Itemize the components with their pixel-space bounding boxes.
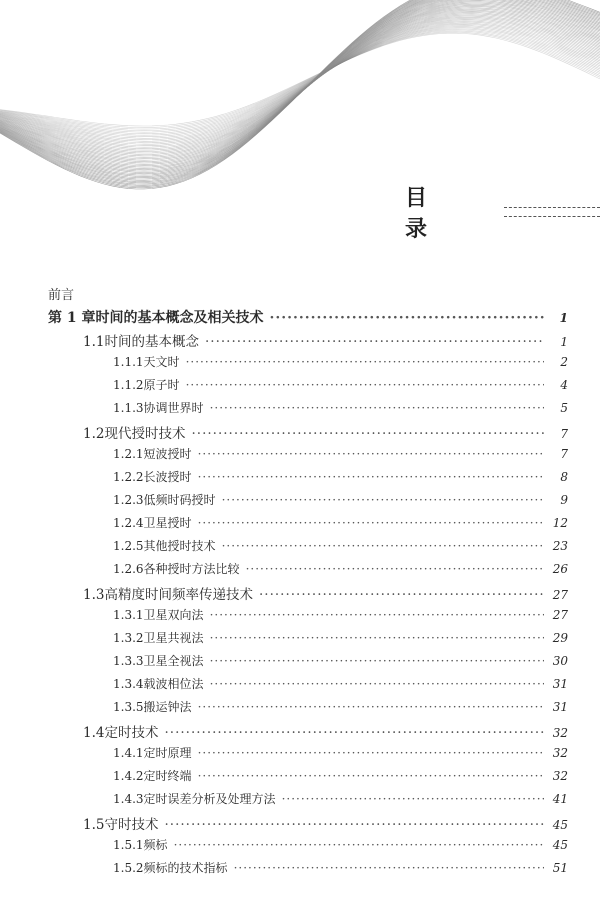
toc-entry-label: 短波授时 (143, 447, 192, 461)
toc-subsection[interactable] (48, 652, 568, 675)
toc-entry-number: 1.4.1 (113, 746, 144, 760)
toc-subsection[interactable] (48, 376, 568, 399)
toc-subsection[interactable] (48, 790, 568, 813)
toc-subsection[interactable] (48, 537, 568, 560)
toc-subsection[interactable] (48, 744, 568, 767)
toc-chapter-page: 1 (559, 311, 568, 325)
toc-entry-number: 1.2.2 (113, 470, 144, 484)
table-of-contents (48, 284, 568, 882)
leader-dots (198, 746, 544, 760)
toc-entry-page: 45 (552, 818, 568, 832)
leader-dots (259, 587, 544, 603)
leader-dots (191, 426, 544, 442)
toc-entry-page: 31 (552, 700, 568, 714)
toc-subsection[interactable] (48, 675, 568, 698)
leader-dots (222, 539, 544, 553)
leader-dots (210, 608, 544, 622)
toc-entry-label: 天文时 (143, 355, 180, 369)
toc-entry-page: 7 (560, 427, 568, 441)
toc-entry-label: 载波相位法 (143, 677, 204, 691)
toc-section[interactable] (48, 721, 568, 744)
toc-entry-label: 低频时码授时 (143, 493, 216, 507)
leader-dots (270, 310, 545, 326)
toc-subsection[interactable] (48, 767, 568, 790)
toc-entry-page: 30 (552, 654, 568, 668)
toc-entry-page: 32 (552, 746, 568, 760)
toc-subsection[interactable] (48, 698, 568, 721)
toc-entry-page: 1 (560, 335, 568, 349)
toc-entry-number: 1.1.2 (113, 378, 144, 392)
toc-section[interactable] (48, 422, 568, 445)
toc-entry-number: 1.5.1 (113, 838, 144, 852)
toc-entry-label: 定时原理 (143, 746, 192, 760)
toc-entry-label: 其他授时技术 (143, 539, 216, 553)
leader-dots (198, 769, 544, 783)
toc-entry-label: 频标的技术指标 (143, 861, 228, 875)
toc-entry-number: 1.1 (83, 334, 105, 350)
title-rule (504, 207, 600, 217)
toc-entry-page: 51 (552, 861, 568, 875)
leader-dots (186, 355, 544, 369)
toc-entry-page: 45 (552, 838, 568, 852)
toc-entry-number: 1.3 (83, 587, 105, 603)
toc-entry-number: 1.3.5 (113, 700, 144, 714)
toc-entry-label: 原子时 (143, 378, 180, 392)
leader-dots (210, 631, 544, 645)
toc-subsection[interactable] (48, 629, 568, 652)
toc-chapter-label: 时间的基本概念及相关技术 (95, 310, 264, 326)
leader-dots (205, 334, 544, 350)
toc-entry-number: 1.5 (83, 817, 105, 833)
toc-entry-number: 1.1.3 (113, 401, 144, 415)
toc-entry-label: 协调世界时 (143, 401, 204, 415)
toc-entry-label: 守时技术 (104, 817, 159, 833)
leader-dots (210, 654, 544, 668)
toc-entry-page: 12 (552, 516, 568, 530)
toc-entry-number: 1.2.6 (113, 562, 144, 576)
toc-entry-label: 定时终端 (143, 769, 192, 783)
toc-entry-page: 32 (552, 726, 568, 740)
leader-dots (164, 817, 544, 833)
toc-entry-page: 41 (552, 792, 568, 806)
toc-entry-number: 1.1.1 (113, 355, 144, 369)
leader-dots (198, 470, 544, 484)
toc-entry-number: 1.5.2 (113, 861, 144, 875)
toc-entry-label: 频标 (143, 838, 168, 852)
toc-entry-number: 1.3.1 (113, 608, 144, 622)
toc-entry-number: 1.4 (83, 725, 105, 741)
toc-entry-page: 9 (560, 493, 568, 507)
toc-entry-page: 29 (552, 631, 568, 645)
toc-entry-label: 长波授时 (143, 470, 192, 484)
leader-dots (210, 677, 544, 691)
toc-entry-number: 1.2.4 (113, 516, 144, 530)
leader-dots (186, 378, 544, 392)
toc-entry-page: 7 (560, 447, 568, 461)
toc-section[interactable] (48, 330, 568, 353)
toc-subsection[interactable] (48, 606, 568, 629)
toc-entry-page: 2 (560, 355, 568, 369)
leader-dots (282, 792, 544, 806)
toc-entry-label: 卫星共视法 (143, 631, 204, 645)
toc-entry-label: 定时技术 (104, 725, 159, 741)
toc-entry-page: 8 (560, 470, 568, 484)
toc-entry-page: 27 (552, 588, 568, 602)
toc-preface[interactable] (48, 284, 568, 307)
toc-entry-page: 4 (560, 378, 568, 392)
toc-entry-label: 搬运钟法 (143, 700, 192, 714)
toc-subsection[interactable] (48, 468, 568, 491)
toc-entry-number: 1.3.3 (113, 654, 144, 668)
toc-chapter[interactable] (48, 307, 568, 330)
toc-entry-number: 1.3.2 (113, 631, 144, 645)
toc-subsection[interactable] (48, 353, 568, 376)
toc-entry-page: 32 (552, 769, 568, 783)
toc-entry-number: 1.3.4 (113, 677, 144, 691)
leader-dots (234, 861, 544, 875)
toc-entry-label: 卫星授时 (143, 516, 192, 530)
toc-header (405, 185, 600, 242)
leader-dots (210, 401, 544, 415)
toc-entry-number: 1.2 (83, 426, 105, 442)
toc-entry-page: 27 (552, 608, 568, 622)
toc-entry-label: 现代授时技术 (104, 426, 186, 442)
toc-entry-label: 卫星双向法 (143, 608, 204, 622)
toc-section[interactable] (48, 813, 568, 836)
toc-entry-number: 1.2.5 (113, 539, 144, 553)
toc-entry-page: 5 (560, 401, 568, 415)
toc-section[interactable] (48, 583, 568, 606)
leader-dots (164, 725, 544, 741)
leader-dots (198, 447, 544, 461)
toc-entry-page: 23 (552, 539, 568, 553)
toc-preface-label: 前言 (48, 288, 75, 303)
toc-entry-number: 1.4.3 (113, 792, 144, 806)
toc-chapter-number: 第 1 章 (48, 310, 96, 326)
toc-subsection[interactable] (48, 514, 568, 537)
leader-dots (222, 493, 544, 507)
leader-dots (198, 700, 544, 714)
toc-entry-label: 各种授时方法比较 (143, 562, 240, 576)
toc-entry-label: 定时误差分析及处理方法 (143, 792, 276, 806)
toc-entry-page: 31 (552, 677, 568, 691)
toc-entry-label: 时间的基本概念 (104, 334, 199, 350)
leader-dots (198, 516, 544, 530)
toc-subsection[interactable] (48, 560, 568, 583)
leader-dots (174, 838, 544, 852)
toc-entry-number: 1.2.1 (113, 447, 144, 461)
leader-dots (246, 562, 544, 576)
toc-subsection[interactable] (48, 859, 568, 882)
toc-entry-label: 高精度时间频率传递技术 (104, 587, 253, 603)
toc-subsection[interactable] (48, 491, 568, 514)
page-title: 目 录 (405, 185, 452, 242)
toc-subsection[interactable] (48, 445, 568, 468)
toc-entry-page: 26 (552, 562, 568, 576)
toc-entry-label: 卫星全视法 (143, 654, 204, 668)
toc-entry-number: 1.2.3 (113, 493, 144, 507)
toc-subsection[interactable] (48, 399, 568, 422)
toc-entry-number: 1.4.2 (113, 769, 144, 783)
toc-subsection[interactable] (48, 836, 568, 859)
